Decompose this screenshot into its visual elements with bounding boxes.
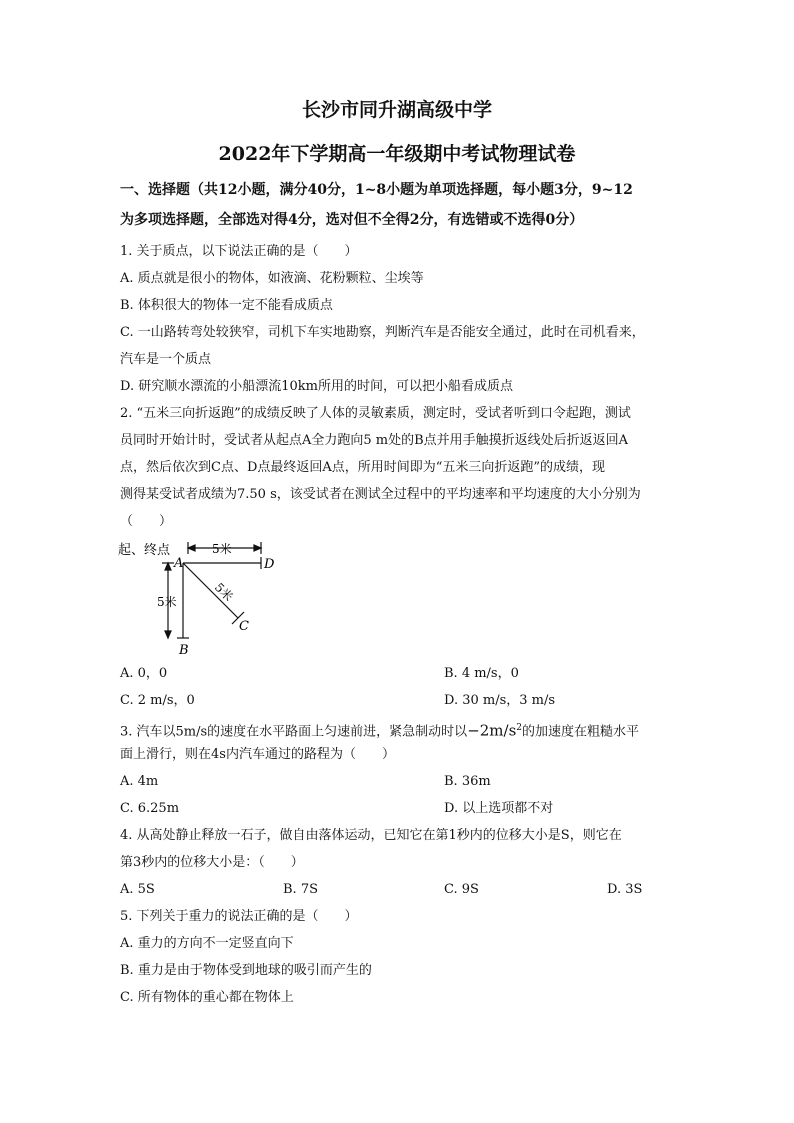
- q4-option-c: C. 9S: [444, 882, 479, 897]
- q1-option-c-line-2: 汽车是一个质点: [120, 352, 212, 367]
- q2-stem-line-4: 测得某受试者成绩为7.50 s，该受试者在测试全过程中的平均速率和平均速度的大小分别为: [120, 487, 641, 502]
- section-heading-line-1: 一、选择题（共12小题，满分40分，1~8小题为单项选择题，每小题3分，9~12: [120, 182, 633, 198]
- left-dimension-label: 5米: [157, 595, 177, 609]
- q3-option-c: C. 6.25m: [120, 801, 180, 816]
- q2-option-c: C. 2 m/s，0: [120, 693, 195, 708]
- q1-stem: 1. 关于质点，以下说法正确的是（ ）: [120, 244, 358, 259]
- q2-diagram: [118, 538, 288, 658]
- q1-option-d: D. 研究顺水漂流的小船漂流10km所用的时间，可以把小船看成质点: [120, 379, 513, 394]
- q4-stem-line-1: 4. 从高处静止释放一石子，做自由落体运动，已知它在第1秒内的位移大小是S，则它在: [120, 828, 622, 843]
- q3-stem-post: 的加速度在粗糙水平: [522, 724, 640, 740]
- q2-option-d: D. 30 m/s，3 m/s: [444, 693, 556, 708]
- q3-acceleration-value: −2m/s: [467, 721, 517, 740]
- left-arrowhead-bottom: [165, 631, 171, 638]
- q2-option-b: B. 4 m/s，0: [444, 666, 519, 681]
- q3-stem-line-2: 面上滑行，则在4s内汽车通过的路程为（ ）: [120, 747, 395, 762]
- q4-option-b: B. 7S: [283, 882, 318, 897]
- q3-option-d: D. 以上选项都不对: [444, 801, 554, 816]
- q3-acceleration-exponent: 2: [516, 723, 523, 733]
- q4-option-a: A. 5S: [120, 882, 155, 897]
- q4-stem-line-2: 第3秒内的位移大小是：（ ）: [120, 855, 304, 870]
- q2-option-a: A. 0，0: [120, 666, 168, 681]
- q2-stem-line-1: 2. “五米三向折返跑”的成绩反映了人体的灵敏素质，测定时，受试者听到口令起跑，测试: [120, 406, 631, 421]
- q2-stem-line-2: 员同时开始计时，受试者从起点A全力跑向5 m处的B点并用手触摸折返线处后折返返回A: [120, 433, 629, 448]
- q5-option-a: A. 重力的方向不一定竖直向下: [120, 936, 294, 951]
- exam-title: 2022年下学期高一年级期中考试物理试卷: [218, 143, 576, 165]
- q3-option-a: A. 4m: [120, 774, 159, 789]
- q1-option-a: A. 质点就是很小的物体，如液滴、花粉颗粒、尘埃等: [120, 271, 424, 286]
- diagonal-dimension-label: 5米: [211, 580, 236, 605]
- q3-stem-pre: 3. 汽车以5m/s的速度在水平路面上匀速前进，紧急制动时以: [120, 724, 468, 740]
- top-arrowhead-left: [188, 545, 195, 551]
- point-d-label: D: [264, 557, 275, 572]
- q4-option-d: D. 3S: [607, 882, 643, 897]
- q5-stem: 5. 下列关于重力的说法正确的是（ ）: [120, 909, 358, 924]
- school-title: 长沙市同升湖高级中学: [301, 99, 492, 121]
- top-arrowhead-right: [254, 545, 261, 551]
- point-a-label: A: [174, 556, 184, 571]
- point-b-label: B: [179, 643, 189, 658]
- left-arrowhead-top: [165, 563, 171, 570]
- section-heading-line-2: 为多项选择题，全部选对得4分，选对但不全得2分，有选错或不选得0分）: [120, 212, 584, 228]
- q5-option-c: C. 所有物体的重心都在物体上: [120, 990, 294, 1005]
- top-dimension-label: 5米: [212, 542, 232, 556]
- q5-option-b: B. 重力是由于物体受到地球的吸引而产生的: [120, 963, 372, 978]
- q2-stem-line-5: （ ）: [120, 514, 173, 529]
- q3-option-b: B. 36m: [444, 774, 491, 789]
- start-end-label: 起、终点: [118, 543, 171, 558]
- q1-option-c-line-1: C. 一山路转弯处较狭窄，司机下车实地勘察，判断汽车是否能安全通过，此时在司机看来，: [120, 325, 645, 340]
- q1-option-b: B. 体积很大的物体一定不能看成质点: [120, 298, 333, 313]
- q3-stem-line-1: [120, 718, 639, 742]
- q2-stem-line-3: 点，然后依次到C点、D点最终返回A点，所用时间即为“五米三向折返跑”的成绩，现: [120, 460, 606, 475]
- point-c-label: C: [239, 619, 249, 634]
